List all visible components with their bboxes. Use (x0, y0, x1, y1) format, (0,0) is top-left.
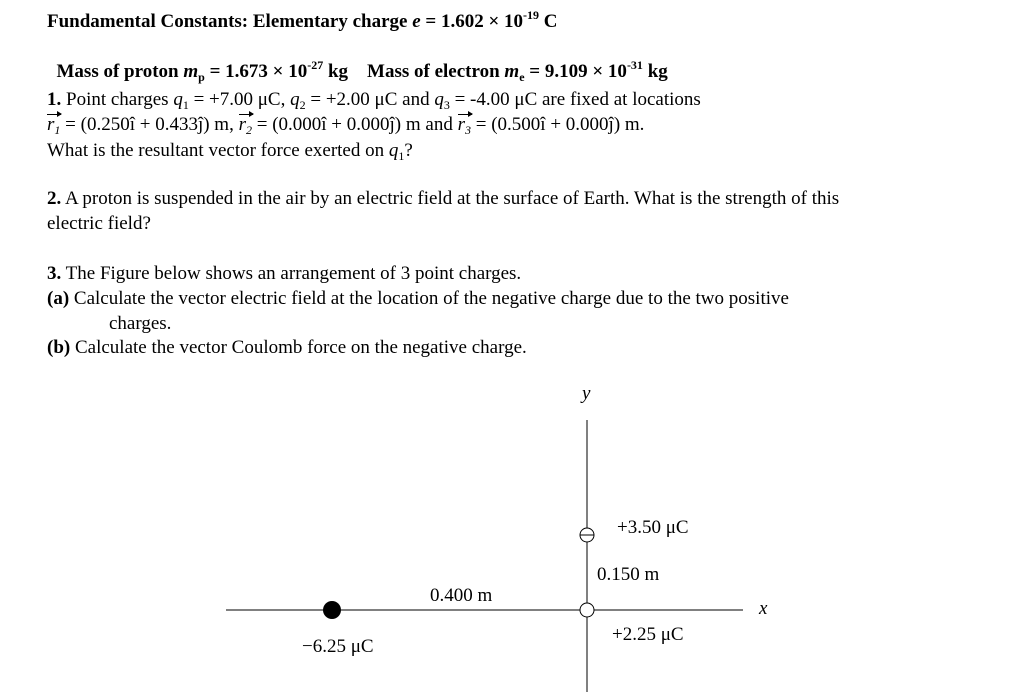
question-1-line-2: $r_1$ = (0.250î + 0.433ĵ) m, $r_2$ = (0.000î + 0.000ĵ) m and $r_3$ = (0.500î + 0.000ĵ) m. (47, 114, 645, 137)
vertical-distance-label: 0.150 m (597, 564, 660, 585)
r2-vector: $r_2$ (238, 114, 252, 137)
horizontal-distance-label: 0.400 m (430, 585, 493, 606)
r3-vector: $r_3$ (457, 114, 471, 137)
question-3-part-b: (b) Calculate the vector Coulomb force on the negative charge. (47, 337, 527, 358)
origin-charge-label: +2.25 μC (612, 624, 684, 645)
negative-charge-label: −6.25 μC (302, 636, 374, 657)
constants-line-1: Fundamental Constants: Elementary charge $e = 1.602 \times 10^{-19}$ C (47, 8, 558, 32)
question-3-line-1: 3. The Figure below shows an arrangement of 3 point charges. (47, 263, 522, 284)
question-3-part-a: (a) Calculate the vector electric field at the location of the negative charge due to the two positive (47, 288, 789, 309)
question-2-line-2: electric field? (47, 213, 151, 234)
positive-charge-origin (580, 603, 594, 617)
question-1-line-3: What is the resultant vector force exerted on $q_1$? (47, 140, 413, 163)
question-2-line-1: 2. A proton is suspended in the air by an electric field at the surface of Earth. What is the strength of this (47, 188, 840, 209)
constants-line-2: Mass of proton $m_p = 1.673 \times 10^{-27}$ kg Mass of electron $m_e = 9.109 \times 10^{-31}$ kg (56, 58, 668, 84)
r1-vector: $r_1$ (47, 114, 61, 137)
top-charge-label: +3.50 μC (617, 517, 689, 538)
y-axis-label: y (582, 383, 591, 404)
x-axis-label: x (759, 598, 768, 619)
negative-charge (323, 601, 341, 619)
question-1-line-1: 1. Point charges $q_1 = +7.00$ μC, $q_2 = +2.00$ μC and $q_3 = -4.00$ μC are fixed at locations (47, 89, 701, 112)
question-3-part-a-continued: charges. (109, 313, 172, 334)
